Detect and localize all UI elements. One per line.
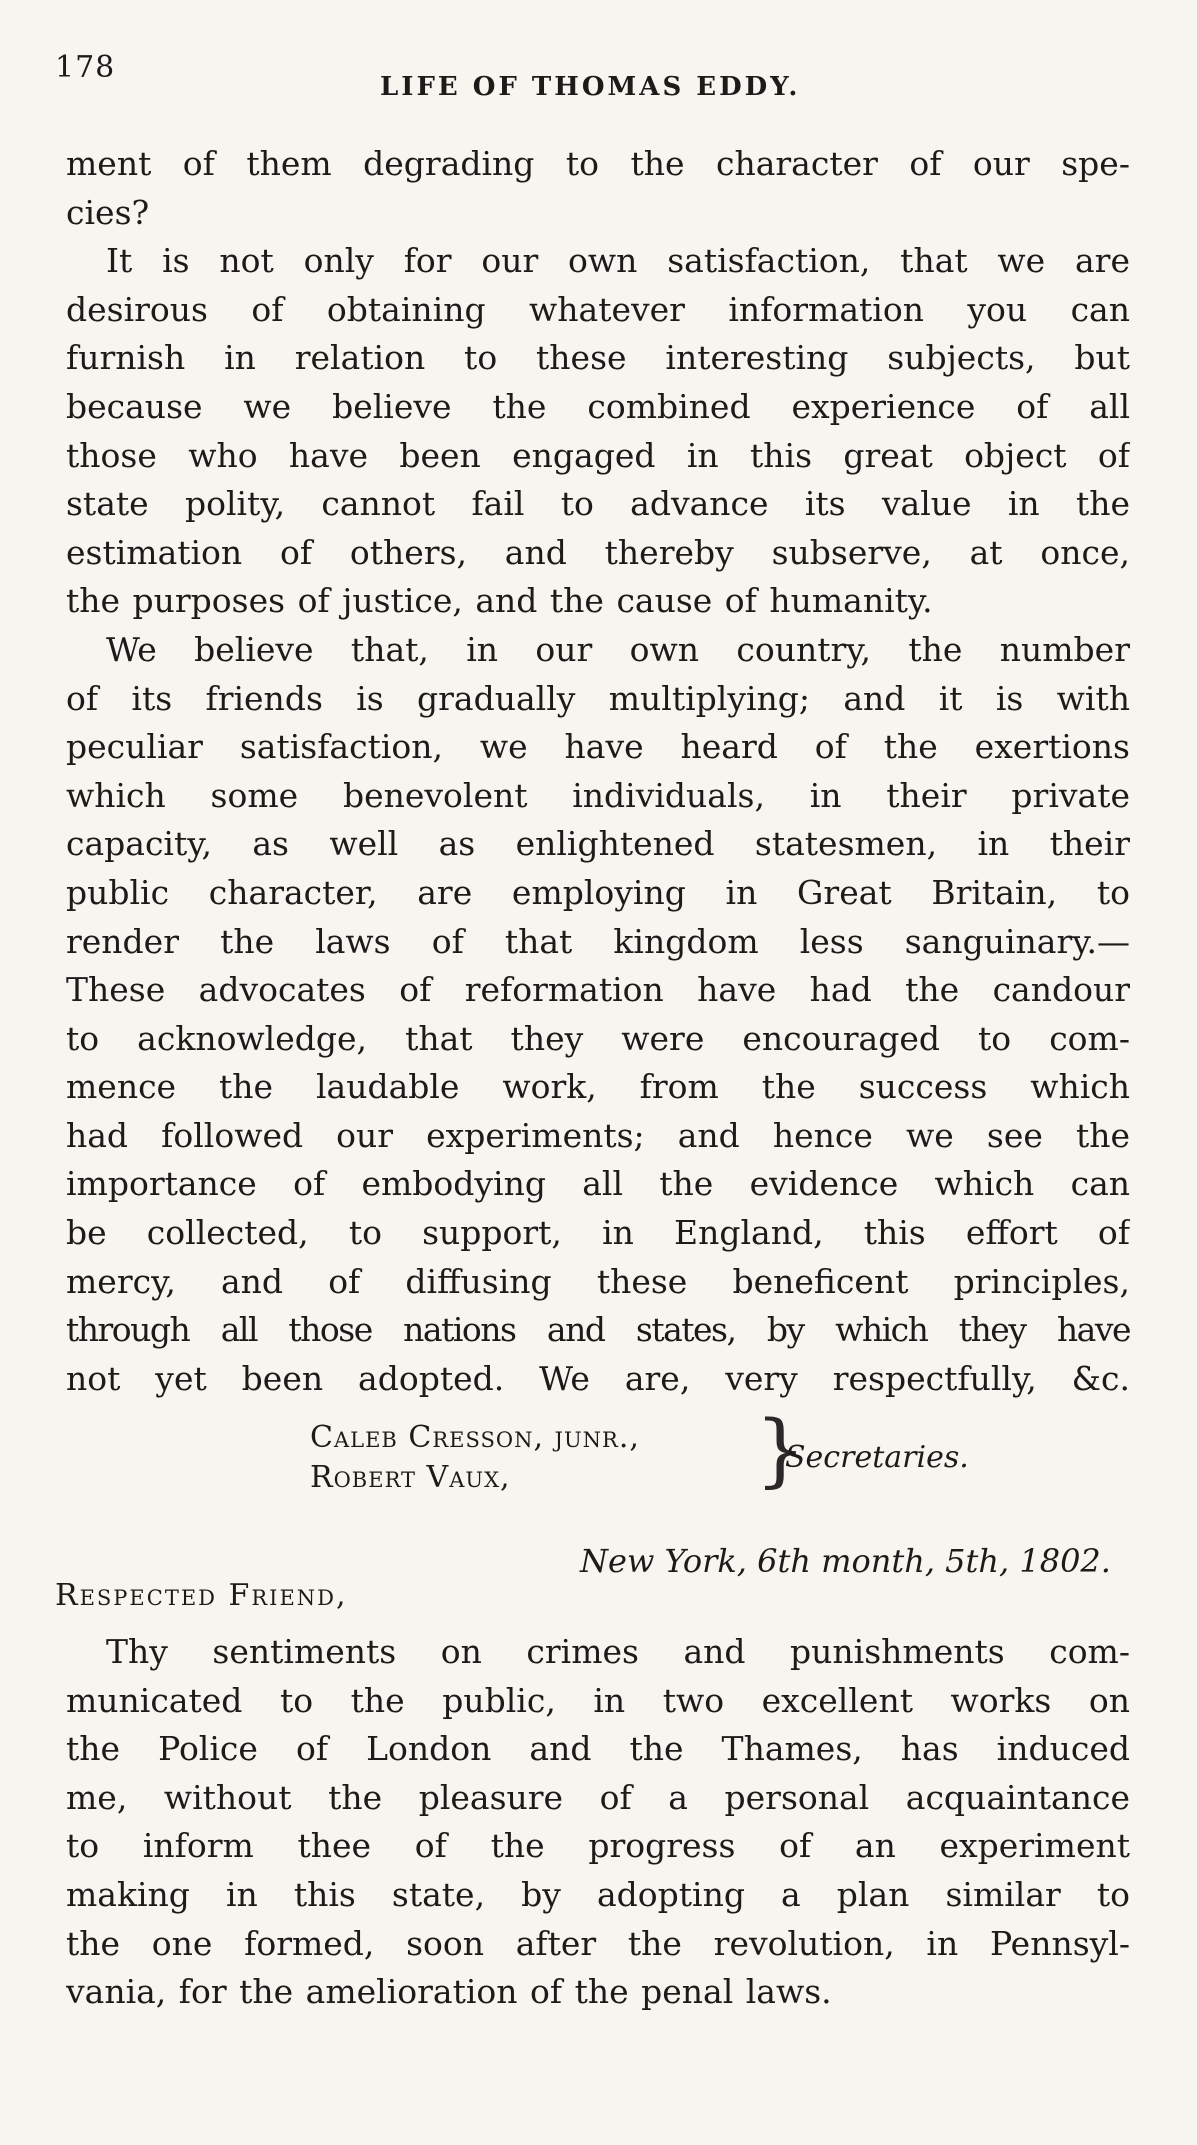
- text-line: mence the laudable work, from the success which: [66, 1067, 1130, 1107]
- text-line: those who have been engaged in this great object of: [66, 435, 1130, 475]
- signature-role: Secretaries.: [785, 1440, 969, 1475]
- letter-body-2: [66, 1628, 1130, 2017]
- letter-body-1: [66, 140, 1130, 1403]
- text-line: the one formed, soon after the revolution, in Pennsyl-: [66, 1923, 1130, 1963]
- text-line: peculiar satisfaction, we have heard of the exertions: [66, 727, 1130, 767]
- page-number: 178: [55, 50, 116, 85]
- text-line: estimation of others, and thereby subserve, at once,: [66, 532, 1130, 572]
- brace-icon: }: [755, 1403, 806, 1496]
- text-line: municated to the public, in two excellent works on: [66, 1680, 1130, 1720]
- text-line: had followed our experiments; and hence we see the: [66, 1115, 1130, 1155]
- text-line: desirous of obtaining whatever information you can: [66, 289, 1130, 329]
- text-line: capacity, as well as enlightened statesmen, in their: [66, 824, 1130, 864]
- text-line: to inform thee of the progress of an experiment: [66, 1826, 1130, 1866]
- salutation: Respected Friend,: [55, 1578, 348, 1613]
- text-line: the Police of London and the Thames, has induced: [66, 1729, 1130, 1769]
- dateline: New York, 6th month, 5th, 1802.: [580, 1542, 1111, 1580]
- signature-name: Robert Vaux,: [310, 1460, 511, 1495]
- signature-name: Caleb Cresson, junr.,: [310, 1420, 640, 1455]
- text-line: mercy, and of diffusing these beneficent principles,: [66, 1261, 1130, 1301]
- text-line: making in this state, by adopting a plan similar to: [66, 1874, 1130, 1914]
- text-line: because we believe the combined experience of all: [66, 386, 1130, 426]
- text-line: which some benevolent individuals, in their private: [66, 775, 1130, 815]
- text-line: public character, are employing in Great Britain, to: [66, 872, 1130, 912]
- text-line: not yet been adopted. We are, very respectfully, &c.: [66, 1358, 1130, 1398]
- text-line: through all those nations and states, by which they have: [66, 1310, 1130, 1350]
- text-line: Thy sentiments on crimes and punishments com-: [106, 1632, 1130, 1671]
- text-line: state polity, cannot fail to advance its value in the: [66, 484, 1130, 524]
- signature-block: [310, 1418, 640, 1498]
- text-line: me, without the pleasure of a personal acquaintance: [66, 1777, 1130, 1817]
- text-line: be collected, to support, in England, this effort of: [66, 1213, 1130, 1253]
- text-line: of its friends is gradually multiplying; and it is with: [66, 678, 1130, 718]
- text-line: render the laws of that kingdom less sanguinary.—: [66, 921, 1130, 961]
- text-line: vania, for the amelioration of the penal laws.: [66, 1972, 832, 2012]
- text-line: the purposes of justice, and the cause of humanity.: [66, 581, 933, 621]
- text-line: furnish in relation to these interesting subjects, but: [66, 338, 1130, 378]
- text-line: to acknowledge, that they were encouraged to com-: [66, 1018, 1130, 1058]
- text-line: ment of them degrading to the character of our spe-: [66, 144, 1130, 183]
- text-line: These advocates of reformation have had the candour: [66, 970, 1130, 1010]
- text-line: cies?: [66, 192, 150, 232]
- text-line: importance of embodying all the evidence which can: [66, 1164, 1130, 1204]
- text-line: We believe that, in our own country, the number: [106, 629, 1130, 669]
- text-line: It is not only for our own satisfaction, that we are: [106, 241, 1130, 281]
- running-head: LIFE OF THOMAS EDDY.: [380, 72, 801, 102]
